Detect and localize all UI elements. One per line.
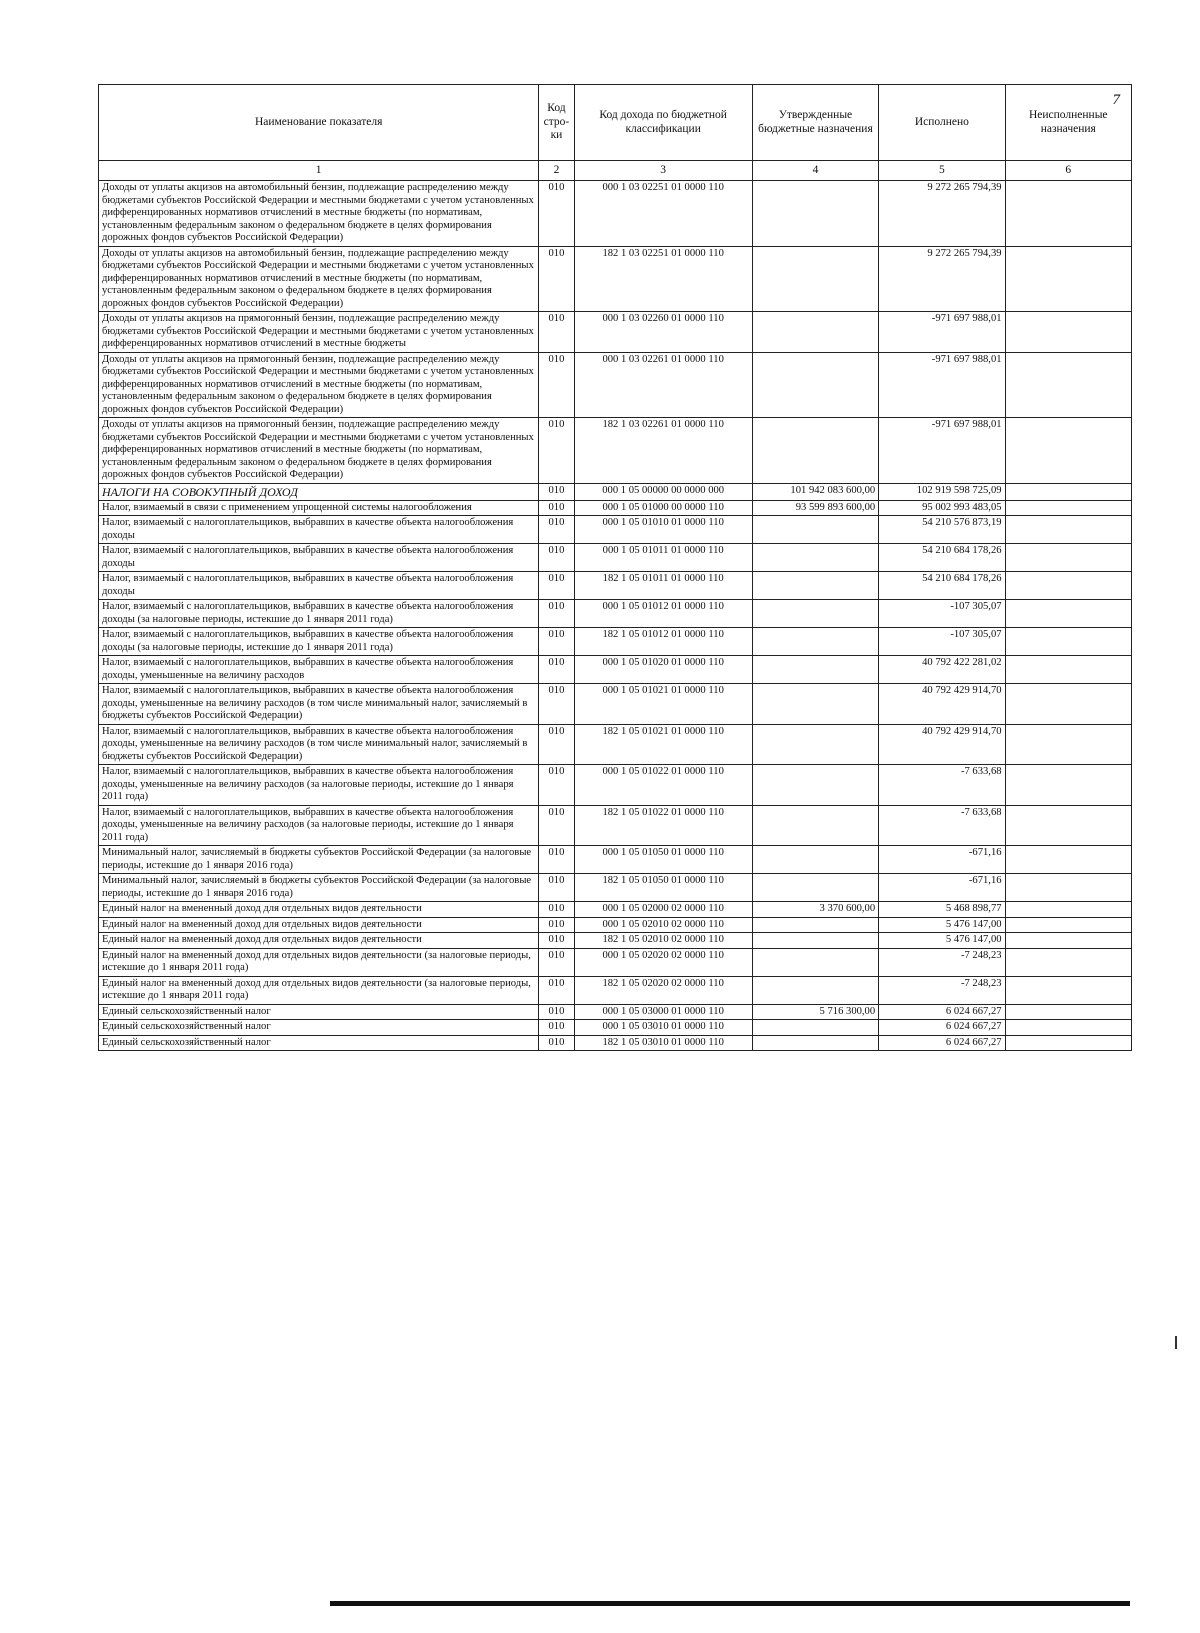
row-income-code: 000 1 05 01011 01 0000 110 bbox=[574, 544, 752, 572]
table-row bbox=[99, 902, 1132, 918]
row-income-code: 000 1 05 01012 01 0000 110 bbox=[574, 600, 752, 628]
row-line-code: 010 bbox=[539, 724, 574, 765]
row-approved bbox=[752, 874, 878, 902]
row-unexecuted bbox=[1005, 846, 1131, 874]
row-income-code: 000 1 05 00000 00 0000 000 bbox=[574, 483, 752, 500]
row-unexecuted bbox=[1005, 544, 1131, 572]
row-income-code: 182 1 05 03010 01 0000 110 bbox=[574, 1035, 752, 1051]
table-row bbox=[99, 312, 1132, 353]
row-income-code: 000 1 03 02251 01 0000 110 bbox=[574, 181, 752, 247]
row-income-code: 000 1 05 03010 01 0000 110 bbox=[574, 1020, 752, 1036]
row-unexecuted bbox=[1005, 246, 1131, 312]
row-approved bbox=[752, 724, 878, 765]
row-executed: 54 210 576 873,19 bbox=[879, 516, 1005, 544]
row-executed: -7 633,68 bbox=[879, 805, 1005, 846]
row-approved bbox=[752, 933, 878, 949]
table-row bbox=[99, 917, 1132, 933]
row-approved: 101 942 083 600,00 bbox=[752, 483, 878, 500]
row-name: Доходы от уплаты акцизов на прямогонный бензин, подлежащие распределению между бюджетами субъектов Российской Федерации и местными бюджетами с учетом установленных дифференцированных нормативов отчислений в местные бюджеты bbox=[99, 312, 539, 353]
row-income-code: 000 1 05 01050 01 0000 110 bbox=[574, 846, 752, 874]
row-line-code: 010 bbox=[539, 600, 574, 628]
row-executed: -971 697 988,01 bbox=[879, 312, 1005, 353]
row-income-code: 000 1 05 01000 00 0000 110 bbox=[574, 500, 752, 516]
row-approved bbox=[752, 976, 878, 1004]
row-approved bbox=[752, 656, 878, 684]
column-number: 2 bbox=[539, 161, 574, 181]
row-line-code: 010 bbox=[539, 483, 574, 500]
row-approved bbox=[752, 846, 878, 874]
row-name: Налог, взимаемый с налогоплательщиков, выбравших в качестве объекта налогообложения доходы bbox=[99, 544, 539, 572]
row-executed: 6 024 667,27 bbox=[879, 1035, 1005, 1051]
row-unexecuted bbox=[1005, 628, 1131, 656]
row-line-code: 010 bbox=[539, 500, 574, 516]
table-header-row bbox=[99, 85, 1132, 161]
table-row bbox=[99, 352, 1132, 418]
row-executed: 95 002 993 483,05 bbox=[879, 500, 1005, 516]
row-income-code: 182 1 05 01011 01 0000 110 bbox=[574, 572, 752, 600]
row-unexecuted bbox=[1005, 312, 1131, 353]
row-approved bbox=[752, 516, 878, 544]
row-name: Налог, взимаемый с налогоплательщиков, выбравших в качестве объекта налогообложения доходы (за налоговые периоды, истекшие до 1 января 2011 года) bbox=[99, 628, 539, 656]
table-row bbox=[99, 724, 1132, 765]
row-line-code: 010 bbox=[539, 765, 574, 806]
row-unexecuted bbox=[1005, 656, 1131, 684]
row-income-code: 000 1 05 01020 01 0000 110 bbox=[574, 656, 752, 684]
row-line-code: 010 bbox=[539, 948, 574, 976]
row-name: Налог, взимаемый с налогоплательщиков, выбравших в качестве объекта налогообложения доходы (за налоговые периоды, истекшие до 1 января 2011 года) bbox=[99, 600, 539, 628]
table-row bbox=[99, 418, 1132, 484]
table-body bbox=[99, 181, 1132, 1051]
header-approved: Утвержденные бюджетные назначения bbox=[752, 85, 878, 161]
header-indicator-name: Наименование показателя bbox=[99, 85, 539, 161]
row-line-code: 010 bbox=[539, 656, 574, 684]
table-row bbox=[99, 500, 1132, 516]
table-row bbox=[99, 874, 1132, 902]
row-name: Единый налог на вмененный доход для отдельных видов деятельности bbox=[99, 933, 539, 949]
row-executed: -107 305,07 bbox=[879, 600, 1005, 628]
row-line-code: 010 bbox=[539, 572, 574, 600]
row-approved bbox=[752, 246, 878, 312]
row-executed: 5 476 147,00 bbox=[879, 917, 1005, 933]
row-name: Доходы от уплаты акцизов на прямогонный бензин, подлежащие распределению между бюджетами субъектов Российской Федерации и местными бюджетами с учетом установленных дифференцированных нормативов отчислений в местные бюджеты (по нормативам, установленным федеральным законом о федеральном бюджете в целях формирования дорожных фондов субъектов Российской Федерации) bbox=[99, 352, 539, 418]
row-unexecuted bbox=[1005, 805, 1131, 846]
bottom-rule bbox=[330, 1601, 1130, 1606]
row-name: Доходы от уплаты акцизов на автомобильный бензин, подлежащие распределению между бюджетами субъектов Российской Федерации и местными бюджетами с учетом установленных дифференцированных нормативов отчислений в местные бюджеты (по нормативам, установленным федеральным законом о федеральном бюджете в целях формирования дорожных фондов субъектов Российской Федерации) bbox=[99, 181, 539, 247]
row-executed: -107 305,07 bbox=[879, 628, 1005, 656]
row-executed: 6 024 667,27 bbox=[879, 1004, 1005, 1020]
row-line-code: 010 bbox=[539, 902, 574, 918]
row-unexecuted bbox=[1005, 516, 1131, 544]
row-income-code: 000 1 05 01021 01 0000 110 bbox=[574, 684, 752, 725]
row-approved bbox=[752, 684, 878, 725]
row-name: Единый налог на вмененный доход для отдельных видов деятельности bbox=[99, 902, 539, 918]
row-approved: 5 716 300,00 bbox=[752, 1004, 878, 1020]
row-executed: -7 633,68 bbox=[879, 765, 1005, 806]
row-executed: 9 272 265 794,39 bbox=[879, 181, 1005, 247]
row-executed: 6 024 667,27 bbox=[879, 1020, 1005, 1036]
table-row bbox=[99, 572, 1132, 600]
column-number: 4 bbox=[752, 161, 878, 181]
row-executed: 40 792 422 281,02 bbox=[879, 656, 1005, 684]
table-row bbox=[99, 1004, 1132, 1020]
table-row bbox=[99, 600, 1132, 628]
header-unexecuted: Неисполненные назначения bbox=[1005, 85, 1131, 161]
row-income-code: 182 1 05 01022 01 0000 110 bbox=[574, 805, 752, 846]
row-executed: -671,16 bbox=[879, 846, 1005, 874]
row-line-code: 010 bbox=[539, 1004, 574, 1020]
column-number: 1 bbox=[99, 161, 539, 181]
row-name: Налог, взимаемый с налогоплательщиков, выбравших в качестве объекта налогообложения доходы bbox=[99, 516, 539, 544]
row-unexecuted bbox=[1005, 917, 1131, 933]
table-row bbox=[99, 516, 1132, 544]
row-line-code: 010 bbox=[539, 805, 574, 846]
row-name: Единый налог на вмененный доход для отдельных видов деятельности bbox=[99, 917, 539, 933]
row-name: Минимальный налог, зачисляемый в бюджеты субъектов Российской Федерации (за налоговые периоды, истекшие до 1 января 2016 года) bbox=[99, 846, 539, 874]
row-name: Единый налог на вмененный доход для отдельных видов деятельности (за налоговые периоды, истекшие до 1 января 2011 года) bbox=[99, 976, 539, 1004]
row-name: Доходы от уплаты акцизов на прямогонный бензин, подлежащие распределению между бюджетами субъектов Российской Федерации и местными бюджетами с учетом установленных дифференцированных нормативов отчислений в местные бюджеты (по нормативам, установленным федеральным законом о федеральном бюджете в целях формирования дорожных фондов субъектов Российской Федерации) bbox=[99, 418, 539, 484]
row-executed: -7 248,23 bbox=[879, 948, 1005, 976]
row-line-code: 010 bbox=[539, 684, 574, 725]
row-name: Налог, взимаемый с налогоплательщиков, выбравших в качестве объекта налогообложения доходы, уменьшенные на величину расходов (в том числе минимальный налог, зачисляемый в бюджеты субъектов Российской Федерации) bbox=[99, 724, 539, 765]
column-number: 5 bbox=[879, 161, 1005, 181]
row-unexecuted bbox=[1005, 976, 1131, 1004]
row-approved bbox=[752, 312, 878, 353]
row-executed: -7 248,23 bbox=[879, 976, 1005, 1004]
header-executed: Исполнено bbox=[879, 85, 1005, 161]
row-line-code: 010 bbox=[539, 874, 574, 902]
row-income-code: 000 1 05 02020 02 0000 110 bbox=[574, 948, 752, 976]
budget-execution-table bbox=[98, 84, 1132, 1051]
row-name: Доходы от уплаты акцизов на автомобильный бензин, подлежащие распределению между бюджетами субъектов Российской Федерации и местными бюджетами с учетом установленных дифференцированных нормативов отчислений в местные бюджеты (по нормативам, установленным федеральным законом о федеральном бюджете в целях формирования дорожных фондов субъектов Российской Федерации) bbox=[99, 246, 539, 312]
row-unexecuted bbox=[1005, 874, 1131, 902]
row-approved bbox=[752, 181, 878, 247]
row-name: Налог, взимаемый с налогоплательщиков, выбравших в качестве объекта налогообложения доходы, уменьшенные на величину расходов (за налоговые периоды, истекшие до 1 января 2011 года) bbox=[99, 765, 539, 806]
row-unexecuted bbox=[1005, 500, 1131, 516]
table-row bbox=[99, 628, 1132, 656]
row-name: Налог, взимаемый с налогоплательщиков, выбравших в качестве объекта налогообложения доходы, уменьшенные на величину расходов bbox=[99, 656, 539, 684]
row-income-code: 000 1 05 02010 02 0000 110 bbox=[574, 917, 752, 933]
table-row bbox=[99, 805, 1132, 846]
table-row bbox=[99, 1020, 1132, 1036]
row-income-code: 000 1 03 02260 01 0000 110 bbox=[574, 312, 752, 353]
table-row bbox=[99, 1035, 1132, 1051]
row-approved bbox=[752, 600, 878, 628]
table-row bbox=[99, 181, 1132, 247]
row-approved bbox=[752, 628, 878, 656]
row-executed: 40 792 429 914,70 bbox=[879, 684, 1005, 725]
row-income-code: 182 1 05 02010 02 0000 110 bbox=[574, 933, 752, 949]
row-unexecuted bbox=[1005, 933, 1131, 949]
row-income-code: 182 1 05 02020 02 0000 110 bbox=[574, 976, 752, 1004]
row-approved bbox=[752, 765, 878, 806]
row-line-code: 010 bbox=[539, 418, 574, 484]
row-approved bbox=[752, 1020, 878, 1036]
row-line-code: 010 bbox=[539, 352, 574, 418]
row-line-code: 010 bbox=[539, 1035, 574, 1051]
row-line-code: 010 bbox=[539, 181, 574, 247]
row-name: Минимальный налог, зачисляемый в бюджеты субъектов Российской Федерации (за налоговые периоды, истекшие до 1 января 2016 года) bbox=[99, 874, 539, 902]
header-income-code: Код дохода по бюджетной классификации bbox=[574, 85, 752, 161]
row-income-code: 182 1 05 01021 01 0000 110 bbox=[574, 724, 752, 765]
row-executed: -971 697 988,01 bbox=[879, 418, 1005, 484]
row-executed: 40 792 429 914,70 bbox=[879, 724, 1005, 765]
row-line-code: 010 bbox=[539, 628, 574, 656]
row-name: Единый сельскохозяйственный налог bbox=[99, 1020, 539, 1036]
row-income-code: 182 1 03 02251 01 0000 110 bbox=[574, 246, 752, 312]
row-income-code: 000 1 05 01022 01 0000 110 bbox=[574, 765, 752, 806]
row-approved: 93 599 893 600,00 bbox=[752, 500, 878, 516]
row-executed: -671,16 bbox=[879, 874, 1005, 902]
row-income-code: 182 1 05 01012 01 0000 110 bbox=[574, 628, 752, 656]
row-approved bbox=[752, 805, 878, 846]
row-name: Налог, взимаемый в связи с применением упрощенной системы налогообложения bbox=[99, 500, 539, 516]
row-executed: 9 272 265 794,39 bbox=[879, 246, 1005, 312]
row-unexecuted bbox=[1005, 902, 1131, 918]
row-line-code: 010 bbox=[539, 312, 574, 353]
row-unexecuted bbox=[1005, 765, 1131, 806]
row-approved bbox=[752, 572, 878, 600]
row-line-code: 010 bbox=[539, 246, 574, 312]
column-number: 3 bbox=[574, 161, 752, 181]
row-line-code: 010 bbox=[539, 933, 574, 949]
row-executed: 5 476 147,00 bbox=[879, 933, 1005, 949]
row-approved bbox=[752, 544, 878, 572]
table-row bbox=[99, 246, 1132, 312]
row-unexecuted bbox=[1005, 572, 1131, 600]
row-approved: 3 370 600,00 bbox=[752, 902, 878, 918]
row-unexecuted bbox=[1005, 483, 1131, 500]
row-line-code: 010 bbox=[539, 917, 574, 933]
row-income-code: 000 1 05 03000 01 0000 110 bbox=[574, 1004, 752, 1020]
row-unexecuted bbox=[1005, 418, 1131, 484]
row-approved bbox=[752, 1035, 878, 1051]
row-executed: 54 210 684 178,26 bbox=[879, 544, 1005, 572]
row-name: Единый налог на вмененный доход для отдельных видов деятельности (за налоговые периоды, истекшие до 1 января 2011 года) bbox=[99, 948, 539, 976]
row-name: Налог, взимаемый с налогоплательщиков, выбравших в качестве объекта налогообложения доходы, уменьшенные на величину расходов (в том числе минимальный налог, зачисляемый в бюджеты субъектов Российской Федерации) bbox=[99, 684, 539, 725]
row-line-code: 010 bbox=[539, 976, 574, 1004]
column-number: 6 bbox=[1005, 161, 1131, 181]
row-line-code: 010 bbox=[539, 544, 574, 572]
row-name: Единый сельскохозяйственный налог bbox=[99, 1035, 539, 1051]
table-row bbox=[99, 483, 1132, 500]
row-line-code: 010 bbox=[539, 516, 574, 544]
row-income-code: 000 1 05 02000 02 0000 110 bbox=[574, 902, 752, 918]
row-unexecuted bbox=[1005, 600, 1131, 628]
row-unexecuted bbox=[1005, 352, 1131, 418]
row-unexecuted bbox=[1005, 1004, 1131, 1020]
row-executed: 54 210 684 178,26 bbox=[879, 572, 1005, 600]
row-unexecuted bbox=[1005, 724, 1131, 765]
table-row bbox=[99, 976, 1132, 1004]
row-income-code: 182 1 05 01050 01 0000 110 bbox=[574, 874, 752, 902]
row-executed: -971 697 988,01 bbox=[879, 352, 1005, 418]
row-unexecuted bbox=[1005, 1035, 1131, 1051]
table-row bbox=[99, 544, 1132, 572]
row-approved bbox=[752, 418, 878, 484]
row-name: Налог, взимаемый с налогоплательщиков, выбравших в качестве объекта налогообложения доходы bbox=[99, 572, 539, 600]
table-row bbox=[99, 684, 1132, 725]
row-approved bbox=[752, 352, 878, 418]
row-name: НАЛОГИ НА СОВОКУПНЫЙ ДОХОД bbox=[99, 483, 539, 500]
row-income-code: 000 1 05 01010 01 0000 110 bbox=[574, 516, 752, 544]
row-executed: 5 468 898,77 bbox=[879, 902, 1005, 918]
row-approved bbox=[752, 917, 878, 933]
row-name: Единый сельскохозяйственный налог bbox=[99, 1004, 539, 1020]
table-row bbox=[99, 948, 1132, 976]
row-executed: 102 919 598 725,09 bbox=[879, 483, 1005, 500]
row-line-code: 010 bbox=[539, 846, 574, 874]
column-numbers-row bbox=[99, 161, 1132, 181]
row-unexecuted bbox=[1005, 684, 1131, 725]
row-unexecuted bbox=[1005, 948, 1131, 976]
row-unexecuted bbox=[1005, 1020, 1131, 1036]
table-row bbox=[99, 656, 1132, 684]
row-approved bbox=[752, 948, 878, 976]
row-line-code: 010 bbox=[539, 1020, 574, 1036]
table-row bbox=[99, 765, 1132, 806]
row-income-code: 182 1 03 02261 01 0000 110 bbox=[574, 418, 752, 484]
row-name: Налог, взимаемый с налогоплательщиков, выбравших в качестве объекта налогообложения доходы, уменьшенные на величину расходов (за налоговые периоды, истекшие до 1 января 2011 года) bbox=[99, 805, 539, 846]
header-line-code: Код стро-ки bbox=[539, 85, 574, 161]
table-row bbox=[99, 933, 1132, 949]
row-income-code: 000 1 03 02261 01 0000 110 bbox=[574, 352, 752, 418]
page-number: 7 bbox=[1112, 92, 1120, 108]
row-unexecuted bbox=[1005, 181, 1131, 247]
margin-mark bbox=[1175, 1336, 1177, 1349]
table-row bbox=[99, 846, 1132, 874]
